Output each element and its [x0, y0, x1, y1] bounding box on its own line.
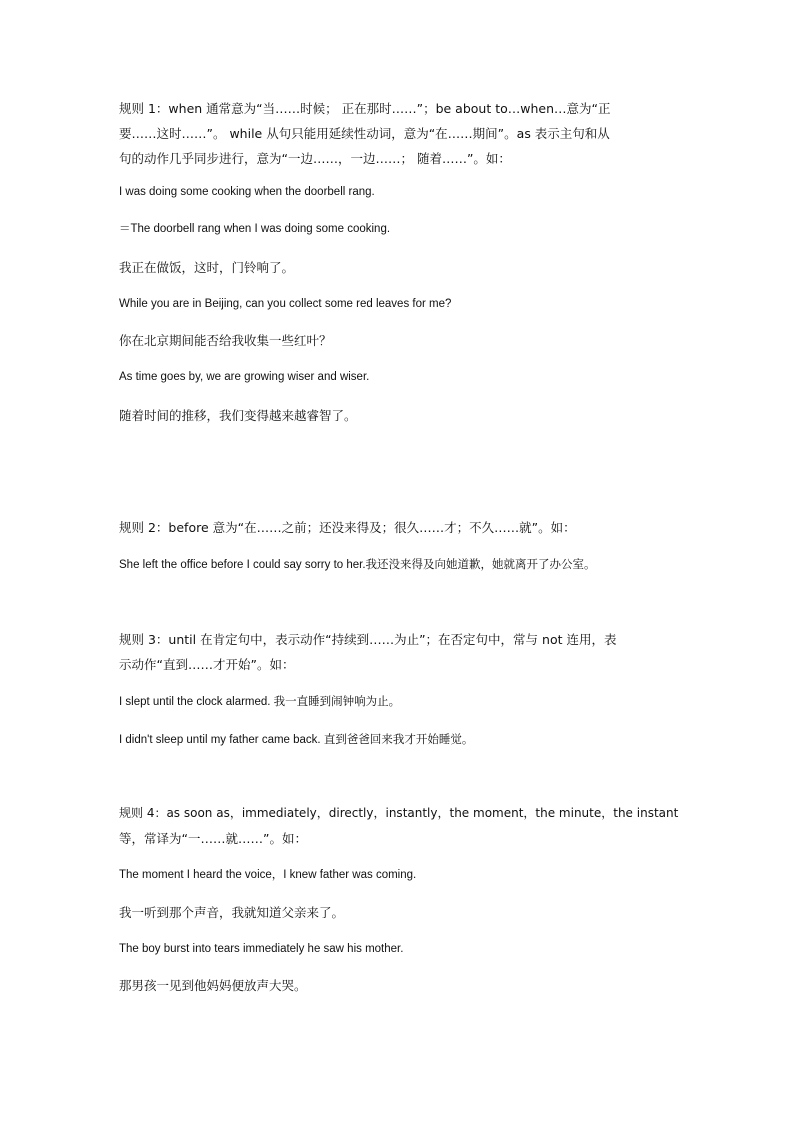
example-translation: 随着时间的推移，我们变得越来越睿智了。 [119, 408, 357, 423]
example-sentence: As time goes by, we are growing wiser and wiser. [119, 371, 370, 383]
rule-4-line: 规则 4：as soon as，immediately，directly，instantly，the moment，the minute，the instant [119, 806, 679, 820]
example-sentence: ＝The doorbell rang when I was doing some cooking. [119, 223, 391, 235]
rule-2-heading: 规则 2：before 意为“在……之前；还没来得及；很久……才；不久……就”。如： [119, 520, 576, 535]
example-sentence: I slept until the clock alarmed. 我一直睡到闹钟响为止。 [119, 696, 401, 708]
example-translation: 你在北京期间能否给我收集一些红叶？ [119, 333, 332, 348]
example-sentence: The boy burst into tears immediately he saw his mother. [119, 943, 404, 955]
example-translation: 我一听到那个声音，我就知道父亲来了。 [119, 905, 345, 920]
example-sentence: I was doing some cooking when the doorbell rang. [119, 186, 375, 198]
rule-4-line: 等，常译为“一……就……”。如： [119, 831, 307, 846]
example-sentence: While you are in Beijing, can you collect some red leaves for me? [119, 298, 452, 310]
example-sentence: She left the office before I could say sorry to her.我还没来得及向她道歉，她就离开了办公室。 [119, 559, 596, 571]
example-translation: 我正在做饭，这时，门铃响了。 [119, 260, 295, 275]
example-translation: 那男孩一见到他妈妈便放声大哭。 [119, 978, 307, 993]
rule-1-line: 句的动作几乎同步进行，意为“一边……，一边……； 随着……”。如： [119, 151, 511, 166]
example-sentence: The moment I heard the voice，I knew father was coming. [119, 869, 417, 881]
rule-3-line: 示动作“直到……才开始”。如： [119, 657, 295, 672]
rule-1-line: 规则 1：when 通常意为“当……时候； 正在那时……”；be about to…when…意为“正 [119, 101, 611, 116]
example-sentence: I didn't sleep until my father came back. 直到爸爸回来我才开始睡觉。 [119, 734, 474, 746]
rule-1-line: 要……这时……”。 while 从句只能用延续性动词，意为“在……期间”。as 表示主句和从 [119, 126, 610, 141]
rule-3-line: 规则 3：until 在肯定句中，表示动作“持续到……为止”；在否定句中，常与 not 连用，表 [119, 632, 617, 647]
